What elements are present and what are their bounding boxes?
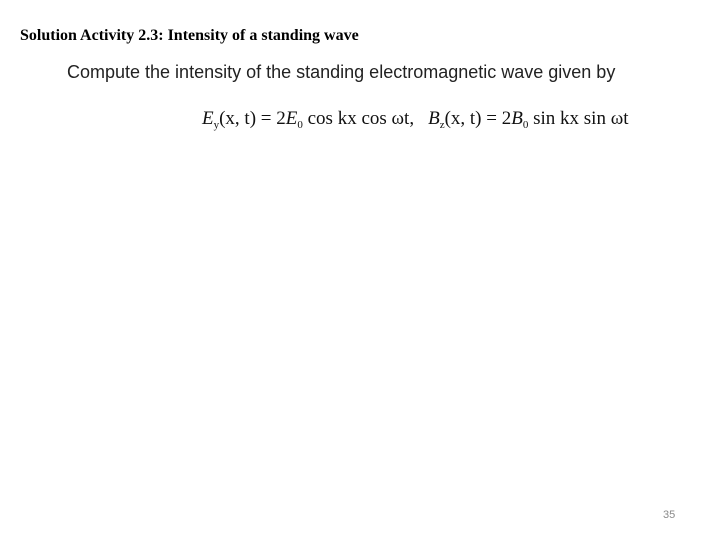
e-amplitude-symbol: E bbox=[285, 108, 298, 129]
wave-equations bbox=[202, 108, 628, 131]
b-field-subscript: z bbox=[439, 119, 445, 131]
b-amplitude-symbol: B bbox=[511, 108, 523, 129]
e-field-args: (x, t) = 2 bbox=[219, 108, 286, 129]
page-number: 35 bbox=[663, 509, 676, 521]
electric-field-equation bbox=[202, 108, 414, 129]
b-field-symbol: B bbox=[428, 108, 440, 129]
b-field-rhs: sin kx sin ωt bbox=[533, 108, 629, 129]
e-field-rhs: cos kx cos ωt, bbox=[307, 108, 415, 129]
e-field-subscript: y bbox=[213, 119, 220, 131]
b-amplitude-subscript: 0 bbox=[522, 119, 529, 131]
slide-title: Solution Activity 2.3: Intensity of a standing wave bbox=[20, 27, 359, 44]
b-field-args: (x, t) = 2 bbox=[444, 108, 512, 129]
problem-prompt: Compute the intensity of the standing electromagnetic wave given by bbox=[67, 62, 616, 82]
e-amplitude-subscript: 0 bbox=[297, 119, 303, 131]
magnetic-field-equation bbox=[428, 108, 628, 129]
e-field-symbol: E bbox=[202, 108, 214, 129]
